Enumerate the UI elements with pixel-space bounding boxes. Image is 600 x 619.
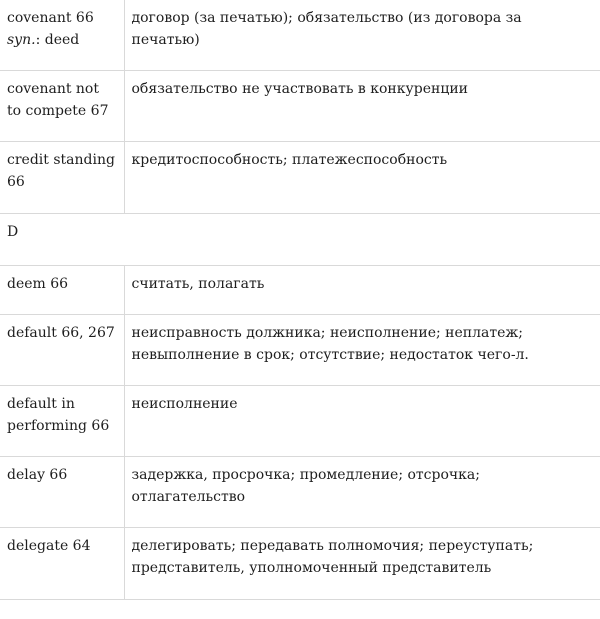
term-cell: covenant not to compete 67 xyxy=(0,70,124,141)
definition-cell: неисполнение xyxy=(124,385,600,456)
definition-cell: договор (за печатью); обязательство (из договора за печатью) xyxy=(124,0,600,70)
term-cell: delay 66 xyxy=(0,456,124,527)
definition-cell: обязательство не участвовать в конкуренции xyxy=(124,70,600,141)
section-letter: D xyxy=(0,213,600,265)
term-cell: delegate 64 xyxy=(0,527,124,599)
definition-cell: делегировать; передавать полномочия; переуступать; представитель, уполномоченный представитель xyxy=(124,527,600,599)
definition-cell: считать, полагать xyxy=(124,265,600,314)
definition-cell: задержка, просрочка; промедление; отсрочка; отлагательство xyxy=(124,456,600,527)
term-text: covenant 66 xyxy=(7,10,94,26)
section-row xyxy=(0,213,600,265)
term-cell: default in performing 66 xyxy=(0,385,124,456)
term-cell: default 66, 267 xyxy=(0,314,124,385)
definition-cell: кредитоспособность; платежеспособность xyxy=(124,141,600,213)
table-row xyxy=(0,527,600,599)
table-row xyxy=(0,265,600,314)
synonym-value: deed xyxy=(44,32,80,48)
table-row xyxy=(0,456,600,527)
definition-cell: неисправность должника; неисполнение; неплатеж; невыполнение в срок; отсутствие; недостаток чего-л. xyxy=(124,314,600,385)
table-row xyxy=(0,70,600,141)
synonym-label: syn. xyxy=(7,32,36,48)
table-row xyxy=(0,314,600,385)
table-row xyxy=(0,385,600,456)
term-cell: credit standing 66 xyxy=(0,141,124,213)
synonym-separator: : xyxy=(35,32,41,48)
table-row xyxy=(0,0,600,70)
table-row xyxy=(0,141,600,213)
term-cell xyxy=(0,0,124,70)
term-cell: deem 66 xyxy=(0,265,124,314)
